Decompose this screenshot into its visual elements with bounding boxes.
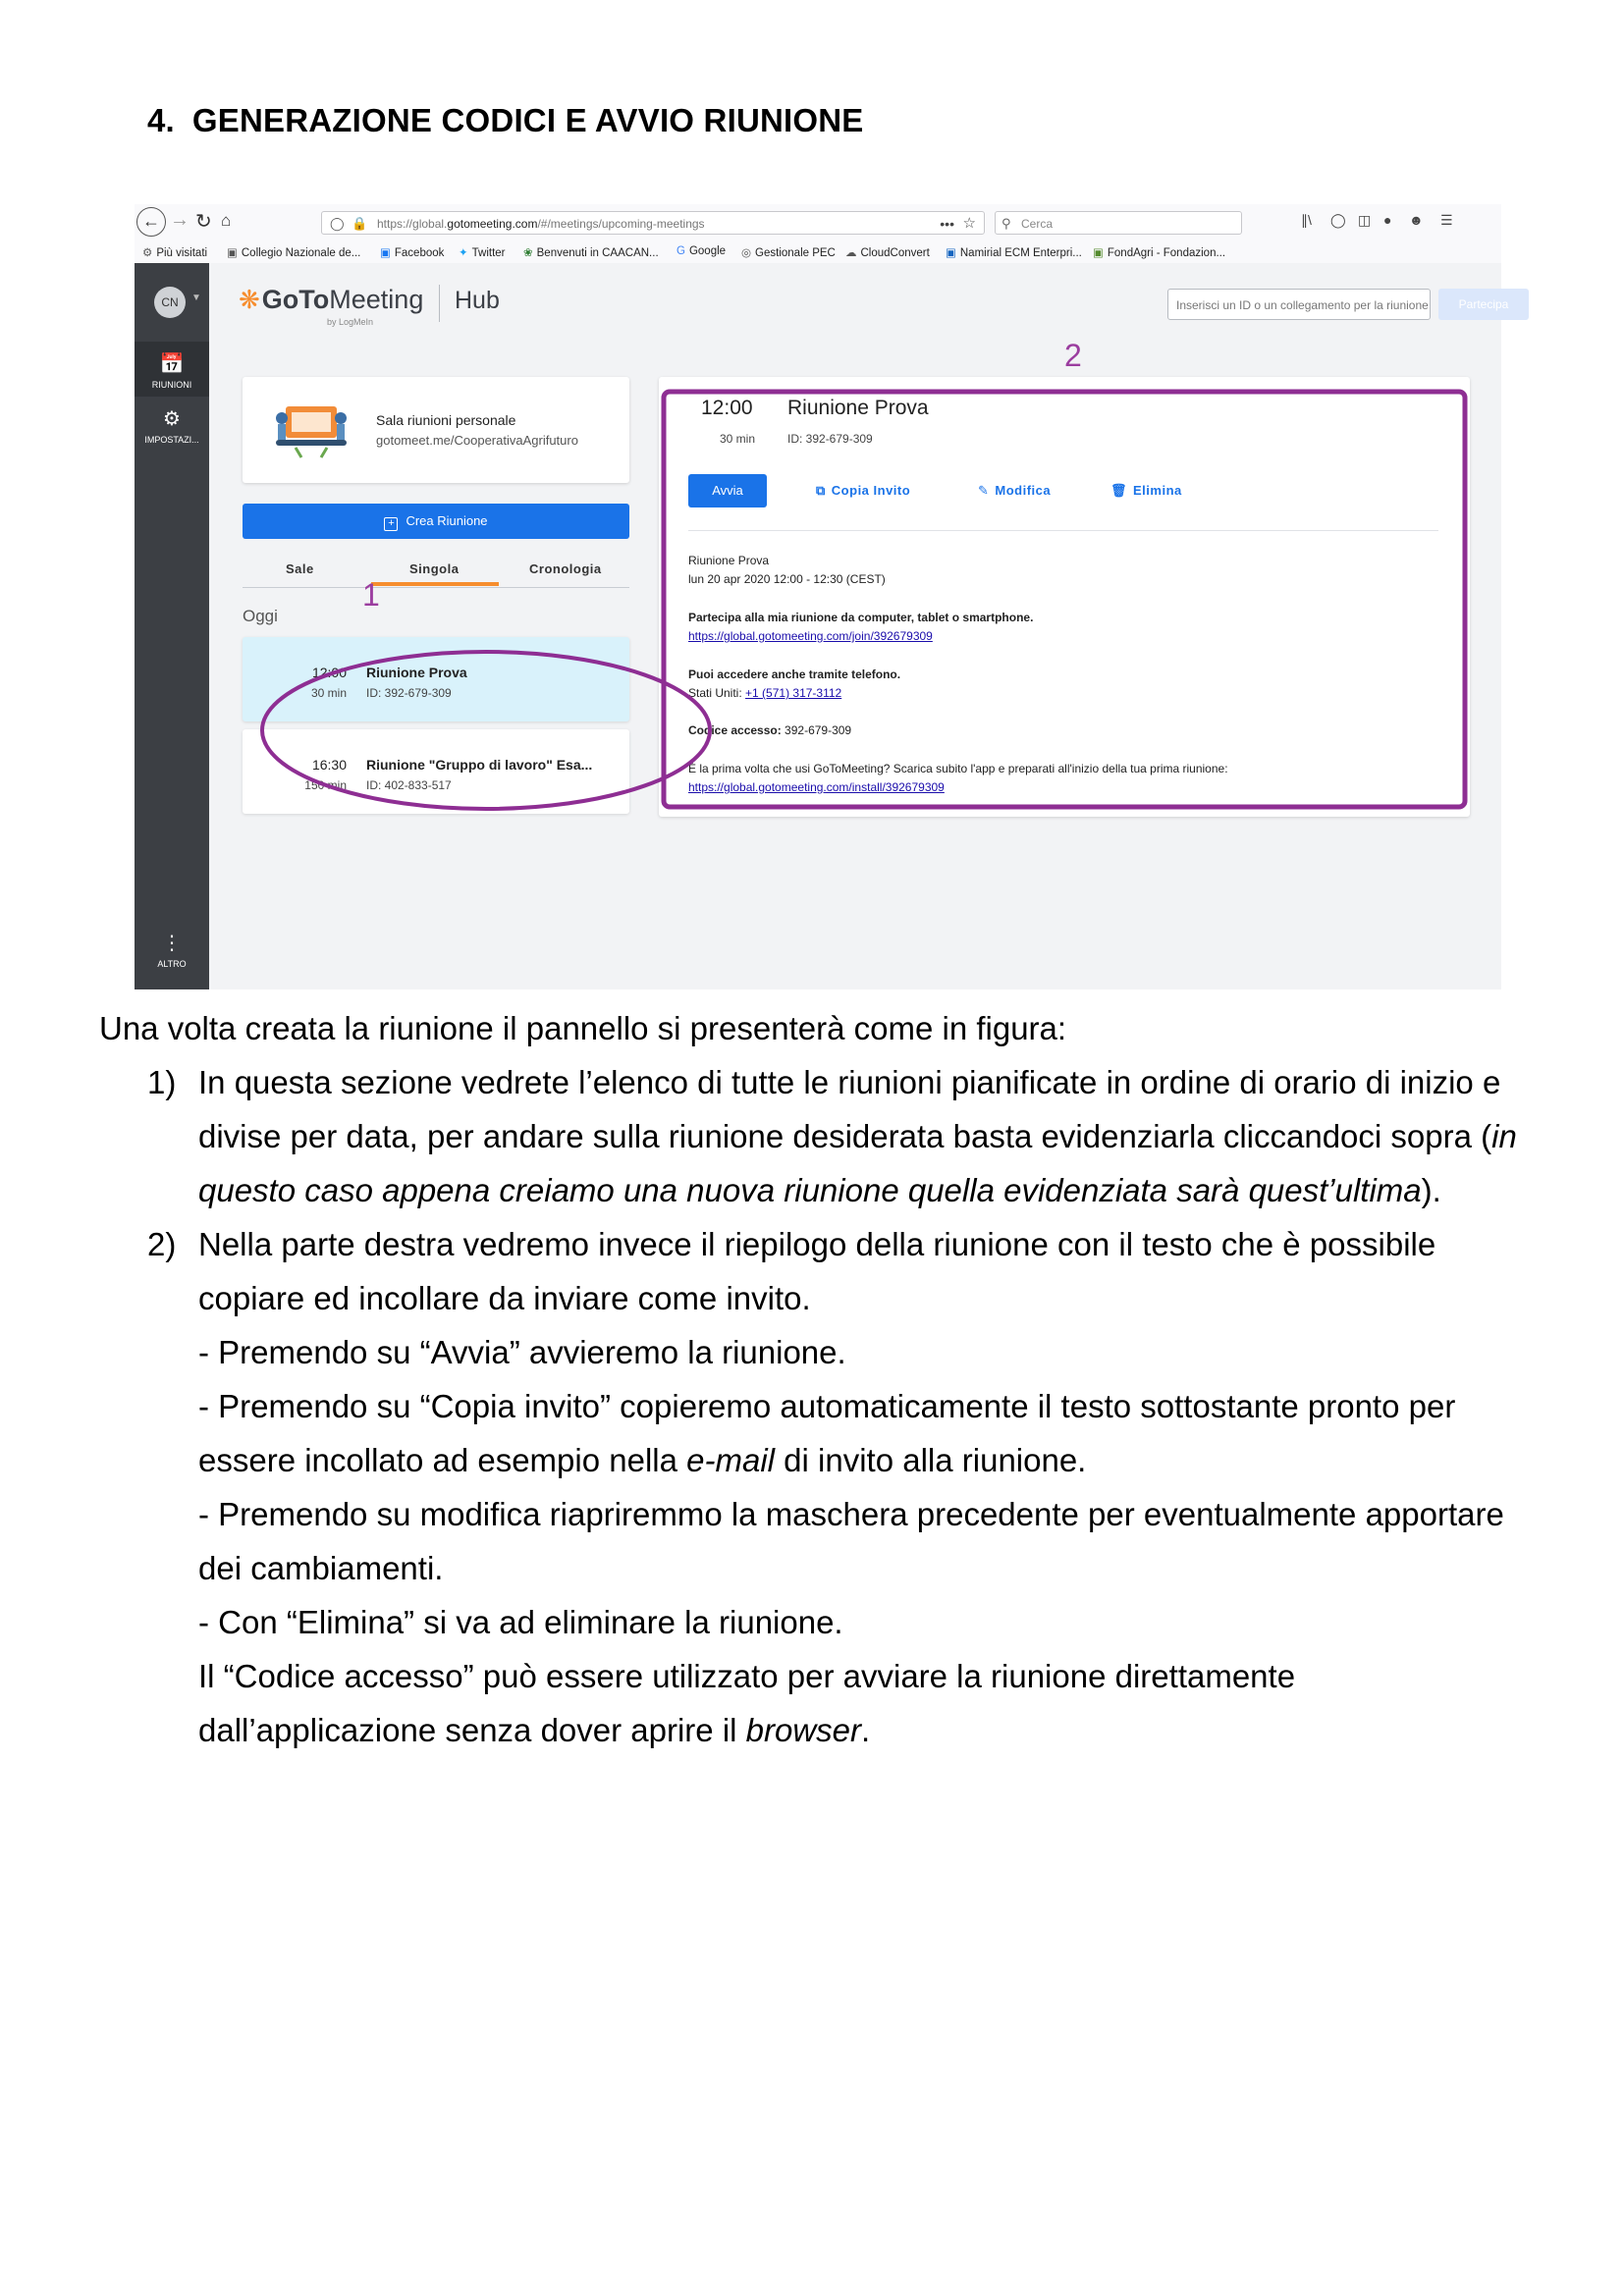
bullet-copia [198, 1379, 1542, 1487]
logo-meeting: Meeting [329, 285, 424, 314]
phone-text: Puoi accedere anche tramite telefono. [688, 667, 901, 681]
edit-label: Modifica [995, 483, 1052, 498]
tab-sale[interactable]: Sale [286, 561, 314, 576]
bookmark-label: Namirial ECM Enterpri... [959, 247, 1082, 259]
rail-label: ALTRO [157, 959, 187, 969]
url-domain: gotomeeting.com [447, 217, 538, 231]
home-icon[interactable]: ⌂ [221, 211, 232, 230]
list-marker: 2) [147, 1226, 177, 1262]
list-item [147, 1055, 1542, 1217]
annotation-ellipse-1 [262, 652, 710, 809]
meeting-duration: 30 min [310, 686, 347, 700]
item-text-part: In questa sezione vedrete l’elenco di tutte le riunioni pianificate in ordine di orario di inizio e divise per data, per andare sulla riunione desiderata basta evidenziarla cliccandoci sopra ( [198, 1064, 1501, 1154]
bookmark-label: Google [688, 245, 727, 257]
code-note [198, 1649, 1542, 1757]
forward-icon[interactable]: → [170, 209, 189, 231]
page-actions-icon[interactable]: ••• [940, 216, 954, 232]
plus-icon: + [384, 517, 398, 531]
section-title: GENERAZIONE CODICI E AVVIO RIUNIONE [191, 102, 864, 138]
tab-cronologia[interactable]: Cronologia [529, 561, 602, 576]
bookmark-star-icon[interactable]: ☆ [962, 215, 976, 232]
join-link[interactable]: https://global.gotomeeting.com/join/392679309 [688, 629, 933, 643]
bookmark-label: Collegio Nazionale de... [241, 247, 361, 259]
calendar-icon: 📅 [159, 353, 185, 375]
section-number: 4. [147, 102, 175, 138]
meeting-id: ID: 402-833-517 [366, 778, 452, 792]
rail-label: RIUNIONI [151, 380, 192, 390]
bookmark-label: Gestionale PEC [755, 247, 836, 259]
google-icon: G [677, 245, 685, 257]
logo-goto: GoTo [261, 285, 330, 314]
twitter-icon: ✦ [459, 247, 468, 259]
join-text: Partecipa alla mia riunione da computer, tablet o smartphone. [688, 611, 1034, 624]
search-placeholder: Cerca [1021, 217, 1054, 231]
logo-subtitle: by LogMeIn [327, 317, 374, 327]
meeting-duration: 150 min [304, 778, 347, 792]
url-prefix: https://global. [377, 217, 448, 231]
annotation-number-1: 1 [362, 577, 380, 613]
meeting-title: Riunione "Gruppo di lavoro" Esa... [366, 757, 593, 773]
bookmark-icon: ▣ [227, 247, 238, 259]
code-note-text: . [861, 1712, 871, 1748]
detail-id: ID: 392-679-309 [787, 432, 873, 446]
room-url: gotomeet.me/CooperativaAgrifuturo [376, 433, 578, 448]
menu-icon[interactable]: ☰ [1440, 212, 1453, 228]
detail-time: 12:00 [701, 397, 753, 419]
facebook-icon: ▣ [380, 247, 391, 259]
bookmark-label: FondAgri - Fondazion... [1107, 247, 1226, 259]
detail-duration: 30 min [720, 432, 756, 446]
meeting-time: 12:00 [311, 665, 347, 680]
bullet-modifica: - Premendo su modifica riapriremmo la maschera precedente per eventualmente apportare dei cambiamenti. [198, 1496, 1504, 1586]
avatar[interactable]: CN [154, 287, 186, 318]
section-heading [147, 102, 864, 139]
item-text [198, 1055, 1542, 1217]
url-path: /#/meetings/upcoming-meetings [537, 217, 705, 231]
explanation-list [147, 1055, 1542, 1757]
list-marker: 1) [147, 1064, 177, 1100]
bookmark-label: Facebook [394, 247, 445, 259]
install-link[interactable]: https://global.gotomeeting.com/install/392679309 [688, 780, 945, 794]
meeting-title: Riunione Prova [366, 665, 467, 680]
bullet-copia-italic: e-mail [686, 1442, 775, 1478]
extension-icon[interactable]: ● [1383, 212, 1392, 228]
list-item [147, 1217, 1542, 1757]
copy-invite-label: Copia Invito [831, 483, 911, 498]
shield-icon: ◯ [330, 216, 345, 231]
day-label: Oggi [243, 607, 278, 625]
join-button[interactable]: Partecipa [1438, 289, 1529, 320]
annotation-overlay [135, 204, 1501, 989]
item-text-part: ). [1421, 1172, 1441, 1208]
rail-label: IMPOSTAZI... [144, 435, 199, 445]
namirial-icon: ▣ [946, 247, 956, 259]
gotomeeting-screenshot [135, 204, 1509, 989]
meeting-id: ID: 392-679-309 [366, 686, 452, 700]
account-icon[interactable]: ☻ [1409, 212, 1424, 228]
access-code-label: Codice accesso: [688, 723, 782, 737]
join-meeting-input[interactable]: Inserisci un ID o un collegamento per la riunione [1167, 289, 1431, 320]
invite-name: Riunione Prova [688, 554, 770, 567]
search-icon: ⚲ [1001, 216, 1011, 231]
code-note-italic: browser [745, 1712, 862, 1748]
bullet-avvia: - Premendo su “Avvia” avvieremo la riunione. [198, 1334, 846, 1370]
meeting-time: 16:30 [311, 757, 347, 773]
leaf-icon: ❀ [523, 247, 533, 259]
reload-icon[interactable]: ↻ [195, 211, 212, 233]
phone-number[interactable]: +1 (571) 317-3112 [745, 686, 842, 700]
bullet-copia-text: - Premendo su “Copia invito” copieremo automaticamente il testo sottostante pronto per essere incollato ad esempio nella [198, 1388, 1456, 1478]
item-text-italic: in questo caso appena creiamo una nuova riunione quella evidenziata sarà quest’ultima [198, 1118, 1517, 1208]
invite-date: lun 20 apr 2020 12:00 - 12:30 (CEST) [688, 572, 886, 586]
hub-title: Hub [455, 287, 500, 314]
logo-flower-icon: ❋ [239, 285, 260, 314]
library-icon[interactable]: ∥\ [1301, 212, 1312, 228]
pencil-icon: ✎ [978, 483, 990, 498]
fondagri-icon: ▣ [1093, 247, 1104, 259]
phone-country: Stati Uniti: [688, 686, 746, 700]
start-meeting-button[interactable]: Avvia [688, 474, 767, 507]
cloud-icon: ☁ [845, 247, 857, 259]
lock-icon: 🔒 [352, 216, 368, 231]
intro-paragraph: Una volta creata la riunione il pannello si presenterà come in figura: [99, 1010, 1067, 1046]
invite-first-time: È la prima volta che usi GoToMeeting? Scarica subito l'app e preparati all'inizio della tua prima riunione: [688, 762, 1228, 775]
detail-title: Riunione Prova [787, 397, 929, 419]
copy-icon: ⧉ [816, 483, 826, 498]
trash-icon: 🗑 [1110, 483, 1128, 498]
access-code-value: 392-679-309 [781, 723, 852, 737]
back-icon[interactable]: ← [136, 207, 166, 237]
chevron-down-icon[interactable]: ▼ [191, 293, 201, 303]
globe-icon: ◎ [741, 247, 752, 259]
annotation-number-2: 2 [1064, 338, 1082, 373]
tab-singola[interactable]: Singola [409, 561, 460, 576]
bullet-elimina: - Con “Elimina” si va ad eliminare la riunione. [198, 1604, 843, 1640]
bookmark-label: CloudConvert [860, 247, 930, 259]
create-meeting-label: Crea Riunione [406, 513, 488, 528]
bookmark-label: Twitter [471, 247, 506, 259]
gear-icon: ⚙ [163, 408, 181, 430]
bullet-copia-text: di invito alla riunione. [775, 1442, 1087, 1478]
bookmark-label: Più visitati [156, 247, 208, 259]
more-icon: ⋮ [162, 933, 182, 954]
room-title: Sala riunioni personale [376, 412, 516, 428]
bookmark-label: Benvenuti in CAACAN... [536, 247, 659, 259]
pocket-icon[interactable]: ◯ [1330, 212, 1346, 228]
annotation-rect-2 [664, 392, 1465, 807]
sidebar-icon[interactable]: ◫ [1358, 212, 1372, 228]
gear-icon: ⚙ [142, 247, 153, 259]
code-note-text: Il “Codice accesso” può essere utilizzato per avviare la riunione direttamente dall’applicazione senza dover aprire il [198, 1658, 1296, 1748]
item-intro: Nella parte destra vedremo invece il riepilogo della riunione con il testo che è possibile copiare ed incollare da inviare come invito. [198, 1226, 1436, 1316]
delete-label: Elimina [1133, 483, 1182, 498]
